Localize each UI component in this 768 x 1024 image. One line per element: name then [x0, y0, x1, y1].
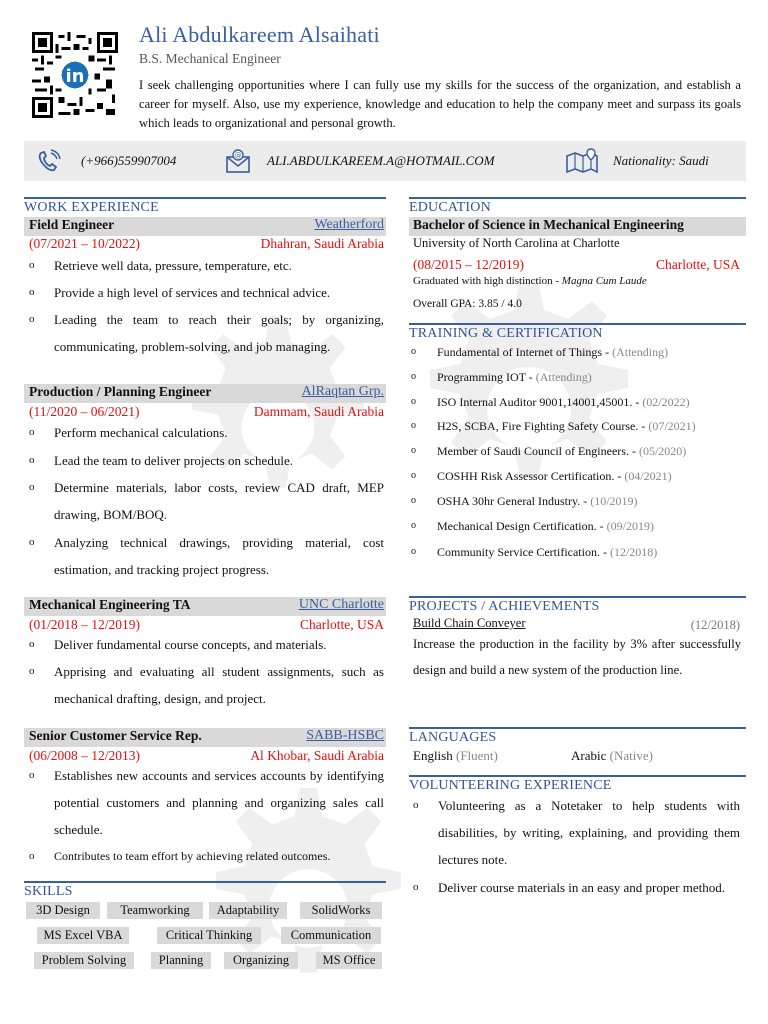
- list-item: o Lead the team to deliver projects on schedule.: [29, 453, 293, 468]
- project-title: Build Chain Conveyer: [413, 616, 526, 630]
- skill-tag: MS Office: [316, 952, 382, 969]
- objective-text: I seek challenging opportunities where I can fully use my skills for the success of the organization, and establish a career for myself. Also, use my experience, knowledge and education to help the company meet and surpass its goals which leads to organizational and personal growth.: [139, 78, 741, 130]
- job-title: Mechanical Engineering TA: [29, 597, 191, 612]
- skill-tag: Teamworking: [107, 902, 203, 919]
- candidate-title: B.S. Mechanical Engineer: [139, 51, 281, 66]
- list-item: o Apprising and evaluating all student assignments, such as mechanical drafting, design, and project.: [29, 664, 384, 706]
- project-date: (12/2018): [690, 618, 740, 632]
- list-item: o Contributes to team effort by achieving related outcomes.: [29, 849, 331, 863]
- list-item: o Mechanical Design Certification. - (09/2019): [411, 519, 654, 533]
- list-item: o Volunteering as a Notetaker to help students with disabilities, by writing, explaining, and providing them lectures note.: [413, 798, 740, 867]
- skill-tag: SolidWorks: [300, 902, 382, 919]
- phone-number[interactable]: (+966)559907004: [81, 153, 177, 168]
- job-company-link[interactable]: SABB-HSBC: [306, 728, 384, 743]
- job-company-link[interactable]: UNC Charlotte: [298, 597, 384, 612]
- job-title: Senior Customer Service Rep.: [29, 728, 202, 743]
- degree-title: Bachelor of Science in Mechanical Engineering: [413, 217, 684, 232]
- education-heading: EDUCATION: [409, 197, 746, 216]
- list-item: o COSHH Risk Assessor Certification. - (04/2021): [411, 469, 672, 483]
- list-item: o Perform mechanical calculations.: [29, 425, 228, 440]
- job-title: Production / Planning Engineer: [29, 384, 212, 399]
- school-name: University of North Carolina at Charlotte: [413, 236, 620, 250]
- map-icon: [565, 148, 599, 174]
- education-honors: Graduated with high distinction - Magna Cum Laude: [413, 275, 647, 287]
- skill-tag: 3D Design: [26, 902, 100, 919]
- linkedin-qr-code-icon[interactable]: [32, 32, 118, 118]
- list-item: o Community Service Certification. - (12/2018): [411, 545, 658, 559]
- list-item: o Fundamental of Internet of Things - (Attending): [411, 345, 669, 359]
- skill-tag: Planning: [151, 952, 211, 969]
- skill-tag: Critical Thinking: [157, 927, 261, 944]
- job-location: Dammam, Saudi Arabia: [253, 404, 384, 419]
- list-item: o Leading the team to reach their goals; by organizing, communicating, problem-solving, and job managing.: [29, 312, 384, 354]
- project-description: Increase the production in the facility by 3% after successfully design and build a new system of the production line.: [413, 637, 741, 677]
- job-dates: (01/2018 – 12/2019): [29, 617, 140, 632]
- job-dates: (11/2020 – 06/2021): [29, 404, 140, 419]
- languages-heading: LANGUAGES: [409, 727, 746, 746]
- list-item: o Establishes new accounts and services accounts by identifying potential customers and planning and organizing sales call schedule.: [29, 768, 384, 837]
- education-dates: (08/2015 – 12/2019): [413, 257, 524, 272]
- list-item: o Deliver fundamental course concepts, and materials.: [29, 637, 327, 652]
- projects-heading: PROJECTS / ACHIEVEMENTS: [409, 596, 746, 615]
- list-item: o Provide a high level of services and technical advice.: [29, 285, 331, 300]
- job-location: Dhahran, Saudi Arabia: [260, 236, 384, 251]
- job-company-link[interactable]: AlRaqtan Grp.: [301, 384, 384, 399]
- contact-bar: [24, 141, 746, 181]
- training-heading: TRAINING & CERTIFICATION: [409, 323, 746, 342]
- svg-text:@: @: [234, 151, 242, 160]
- list-item: o Analyzing technical drawings, providing material, cost estimation, and tracking project progress.: [29, 535, 384, 577]
- job-location: Charlotte, USA: [300, 617, 384, 632]
- language-item: Arabic (Native): [571, 748, 653, 763]
- nationality: Nationality: Saudi: [613, 153, 709, 168]
- skill-tag: Problem Solving: [34, 952, 134, 969]
- list-item: o ISO Internal Auditor 9001,14001,45001. - (02/2022): [411, 395, 690, 409]
- job-title: Field Engineer: [29, 217, 115, 232]
- volunteering-heading: VOLUNTEERING EXPERIENCE: [409, 775, 746, 794]
- job-dates: (07/2021 – 10/2022): [29, 236, 140, 251]
- language-item: English (Fluent): [413, 748, 498, 763]
- job-dates: (06/2008 – 12/2013): [29, 748, 140, 763]
- list-item: o Programming IOT - (Attending): [411, 370, 592, 384]
- education-location: Charlotte, USA: [656, 257, 740, 272]
- work-experience-heading: WORK EXPERIENCE: [24, 197, 386, 216]
- list-item: o Member of Saudi Council of Engineers. - (05/2020): [411, 444, 687, 458]
- list-item: o Retrieve well data, pressure, temperature, etc.: [29, 258, 292, 273]
- job-location: Al Khobar, Saudi Arabia: [250, 748, 384, 763]
- email-icon: [224, 147, 252, 175]
- list-item: o H2S, SCBA, Fire Fighting Safety Course. - (07/2021): [411, 419, 696, 433]
- list-item: o OSHA 30hr General Industry. - (10/2019): [411, 494, 638, 508]
- svg-text:in: in: [65, 65, 85, 87]
- job-company-link[interactable]: Weatherford: [314, 217, 384, 232]
- education-gpa: Overall GPA: 3.85 / 4.0: [413, 298, 522, 310]
- skill-tag: MS Excel VBA: [37, 927, 129, 944]
- skill-tag: Organizing: [224, 952, 298, 969]
- list-item: o Deliver course materials in an easy and proper method.: [413, 880, 725, 895]
- skills-heading: SKILLS: [24, 881, 386, 900]
- phone-icon: [36, 149, 62, 173]
- skill-tag: Adaptability: [209, 902, 287, 919]
- skill-tag: Communication: [281, 927, 381, 944]
- candidate-name: Ali Abdulkareem Alsaihati: [139, 22, 380, 47]
- email-address[interactable]: ALI.ABDULKAREEM.A@HOTMAIL.COM: [267, 153, 495, 168]
- list-item: o Determine materials, labor costs, review CAD draft, MEP drawing, BOM/BOQ.: [29, 480, 384, 522]
